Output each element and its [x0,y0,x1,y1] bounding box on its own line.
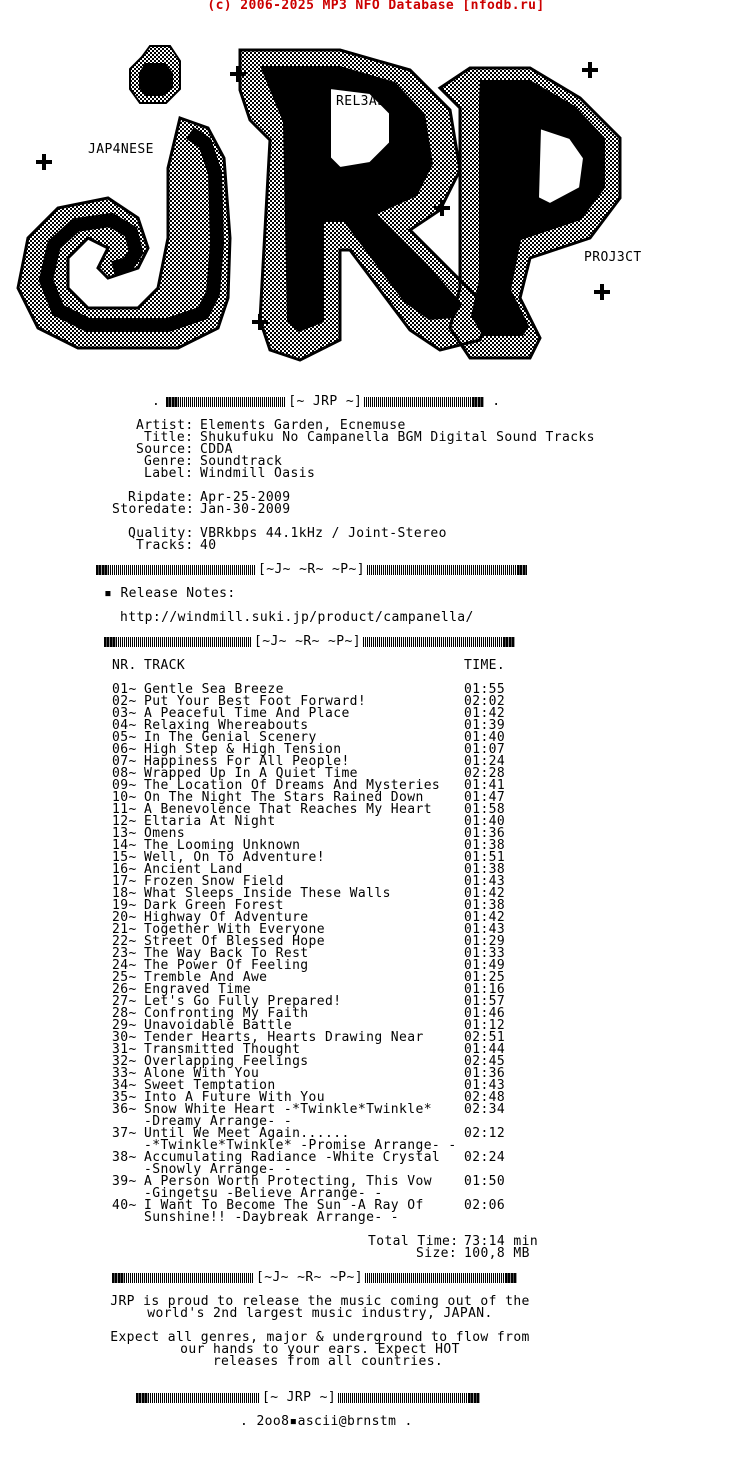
track-title: Dark Green Forest [144,898,284,913]
track-title: What Sleeps Inside These Walls [144,886,391,901]
track-number: 01~ [112,682,137,697]
track-duration: 02:02 [464,694,506,709]
track-duration: 02:12 [464,1126,506,1141]
track-duration: 01:25 [464,970,506,985]
tracks-label: Tracks: [136,538,194,553]
track-number: 28~ [112,1006,137,1021]
track-duration: 01:07 [464,742,506,757]
track-duration: 01:39 [464,718,506,733]
track-title: A Peaceful Time And Place [144,706,350,721]
track-title: Tender Hearts, Hearts Drawing Near [144,1030,424,1045]
track-duration: 01:42 [464,910,506,925]
track-duration: 01:36 [464,1066,506,1081]
track-title: Sweet Temptation [144,1078,276,1093]
track-duration: 01:46 [464,1006,506,1021]
track-number: 03~ [112,706,137,721]
track-title: Snow White Heart -*Twinkle*Twinkle* [144,1102,432,1117]
track-title-continued: Sunshine!! -Daybreak Arrange- - [144,1210,400,1225]
tracks-value: 40 [200,538,217,553]
track-title: Engraved Time [144,982,251,997]
divider-dot: . [492,394,501,409]
track-number: 08~ [112,766,137,781]
track-number: 36~ [112,1102,137,1117]
track-number: 10~ [112,790,137,805]
track-duration: 01:38 [464,898,506,913]
track-number: 35~ [112,1090,137,1105]
quality-value: VBRkbps 44.1kHz / Joint-Stereo [200,526,447,541]
track-number: 12~ [112,814,137,829]
track-number: 20~ [112,910,137,925]
track-number: 21~ [112,922,137,937]
track-duration: 01:12 [464,1018,506,1033]
track-number: 25~ [112,970,137,985]
track-title: Accumulating Radiance -White Crystal [144,1150,441,1165]
release-notes-url[interactable]: http://windmill.suki.jp/product/campanella/ [120,610,474,625]
track-duration: 01:43 [464,1078,506,1093]
track-duration: 02:28 [464,766,506,781]
track-number: 14~ [112,838,137,853]
logo-j [18,46,230,348]
track-duration: 01:50 [464,1174,506,1189]
track-title: Happiness For All People! [144,754,350,769]
track-title: A Benevolence That Reaches My Heart [144,802,432,817]
track-duration: 01:38 [464,838,506,853]
track-title: Let's Go Fully Prepared! [144,994,342,1009]
col-track-header: TRACK [144,658,186,673]
track-duration: 01:58 [464,802,506,817]
storedate-label: Storedate: [112,502,195,517]
track-title: Eltaria At Night [144,814,276,829]
track-number: 32~ [112,1054,137,1069]
track-number: 24~ [112,958,137,973]
track-title: Street Of Blessed Hope [144,934,325,949]
logo-tag-release: REL3ASE [336,94,394,109]
track-number: 22~ [112,934,137,949]
track-title: Confronting My Faith [144,1006,309,1021]
track-number: 37~ [112,1126,137,1141]
ripdate-value: Apr-25-2009 [200,490,291,505]
track-number: 40~ [112,1198,137,1213]
track-title-continued: -*Twinkle*Twinkle* -Promise Arrange- - [144,1138,457,1153]
nfodb-copyright-header: (c) 2006-2025 MP3 NFO Database [nfodb.ru] [207,0,545,13]
track-duration: 01:42 [464,886,506,901]
divider-section-2 [104,636,515,648]
label-label: Label: [144,466,194,481]
divider-top [152,396,501,408]
track-duration: 01:47 [464,790,506,805]
track-title: Wrapped Up In A Quiet Time [144,766,358,781]
genre-value: Soundtrack [200,454,283,469]
track-number: 34~ [112,1078,137,1093]
track-duration: 01:57 [464,994,506,1009]
track-duration: 01:51 [464,850,506,865]
ascii-signature: . 2oo8▪ascii@brnstm . [240,1414,413,1429]
track-title: The Location Of Dreams And Mysteries [144,778,441,793]
track-duration: 02:06 [464,1198,506,1213]
track-number: 39~ [112,1174,137,1189]
label-value: Windmill Oasis [200,466,316,481]
track-duration: 02:48 [464,1090,506,1105]
track-number: 16~ [112,862,137,877]
artist-label: Artist: [136,418,194,433]
quality-label: Quality: [128,526,194,541]
track-title: The Way Back To Rest [144,946,309,961]
track-number: 11~ [112,802,137,817]
divider-label: [~ JRP ~] [288,394,363,409]
track-duration: 01:43 [464,922,506,937]
jrp-logo-art [0,18,752,378]
track-duration: 01:33 [464,946,506,961]
divider-label: [~J~ ~R~ ~P~] [254,634,361,649]
track-title: Omens [144,826,186,841]
size-value: 100,8 MB [464,1246,530,1261]
track-duration: 02:51 [464,1030,506,1045]
release-notes-heading: ▪ Release Notes: [104,586,236,601]
track-title-continued: -Gingetsu -Believe Arrange- - [144,1186,383,1201]
logo-tag-project: PROJ3CT [584,250,642,265]
track-title: Transmitted Thought [144,1042,301,1057]
footer-line-3: Expect all genres, major & underground to flow from [110,1330,530,1345]
track-title: In The Genial Scenery [144,730,317,745]
track-duration: 02:24 [464,1150,506,1165]
track-duration: 01:42 [464,706,506,721]
track-number: 23~ [112,946,137,961]
track-number: 15~ [112,850,137,865]
track-number: 04~ [112,718,137,733]
track-number: 31~ [112,1042,137,1057]
size-label: Size: [416,1246,458,1261]
track-duration: 01:24 [464,754,506,769]
track-title: Well, On To Adventure! [144,850,325,865]
track-number: 07~ [112,754,137,769]
track-duration: 01:44 [464,1042,506,1057]
divider-label: [~J~ ~R~ ~P~] [258,562,365,577]
track-title: I Want To Become The Sun -A Ray Of [144,1198,424,1213]
genre-label: Genre: [144,454,194,469]
total-time-label: Total Time: [368,1234,459,1249]
divider-section-1 [96,564,527,576]
footer-line-5: releases from all countries. [212,1354,444,1369]
divider-label: [~ JRP ~] [262,1390,337,1405]
col-nr-header: NR. [112,658,137,673]
logo-tag-japanese: JAP4NESE [88,142,154,157]
source-value: CDDA [200,442,233,457]
track-number: 09~ [112,778,137,793]
title-value: Shukufuku No Campanella BGM Digital Sound Tracks [200,430,595,445]
logo-p [440,68,620,358]
divider-section-3 [112,1272,517,1284]
jrp-ascii-logo [0,18,752,378]
track-number: 17~ [112,874,137,889]
track-number: 30~ [112,1030,137,1045]
track-title: The Looming Unknown [144,838,301,853]
track-title: On The Night The Stars Rained Down [144,790,424,805]
track-title: Frozen Snow Field [144,874,284,889]
track-duration: 02:45 [464,1054,506,1069]
storedate-value: Jan-30-2009 [200,502,291,517]
title-label: Title: [144,430,194,445]
col-time-header: TIME. [464,658,506,673]
track-duration: 01:43 [464,874,506,889]
track-title: A Person Worth Protecting, This Vow [144,1174,432,1189]
track-number: 38~ [112,1150,137,1165]
track-duration: 01:40 [464,814,506,829]
track-title-continued: -Dreamy Arrange- - [144,1114,293,1129]
track-title: Put Your Best Foot Forward! [144,694,367,709]
track-title: Tremble And Awe [144,970,268,985]
footer-line-2: world's 2nd largest music industry, JAPAN. [147,1306,493,1321]
track-duration: 01:41 [464,778,506,793]
track-duration: 01:38 [464,862,506,877]
track-title: Together With Everyone [144,922,325,937]
track-title: Unavoidable Battle [144,1018,293,1033]
track-title: Highway Of Adventure [144,910,309,925]
source-label: Source: [136,442,194,457]
track-number: 05~ [112,730,137,745]
track-title: Relaxing Whereabouts [144,718,309,733]
track-number: 18~ [112,886,137,901]
total-time-value: 73:14 min [464,1234,539,1249]
divider-bottom [136,1392,480,1404]
track-duration: 01:40 [464,730,506,745]
track-duration: 01:29 [464,934,506,949]
track-number: 06~ [112,742,137,757]
ripdate-label: Ripdate: [128,490,194,505]
track-title: The Power Of Feeling [144,958,309,973]
track-number: 27~ [112,994,137,1009]
track-number: 26~ [112,982,137,997]
footer-line-1: JRP is proud to release the music coming out of the [110,1294,530,1309]
track-duration: 01:49 [464,958,506,973]
track-title: Ancient Land [144,862,243,877]
divider-dot: . [152,394,161,409]
track-title-continued: -Snowly Arrange- - [144,1162,293,1177]
track-title: High Step & High Tension [144,742,342,757]
track-title: Gentle Sea Breeze [144,682,284,697]
track-number: 13~ [112,826,137,841]
track-number: 19~ [112,898,137,913]
track-duration: 01:16 [464,982,506,997]
track-duration: 01:36 [464,826,506,841]
track-title: Into A Future With You [144,1090,325,1105]
track-title: Until We Meet Again...... [144,1126,350,1141]
track-number: 29~ [112,1018,137,1033]
track-duration: 01:55 [464,682,506,697]
artist-value: Elements Garden, Ecnemuse [200,418,406,433]
divider-label: [~J~ ~R~ ~P~] [256,1270,363,1285]
track-number: 33~ [112,1066,137,1081]
track-title: Overlapping Feelings [144,1054,309,1069]
track-duration: 02:34 [464,1102,506,1117]
footer-line-4: our hands to your ears. Expect HOT [180,1342,460,1357]
track-title: Alone With You [144,1066,260,1081]
track-number: 02~ [112,694,137,709]
